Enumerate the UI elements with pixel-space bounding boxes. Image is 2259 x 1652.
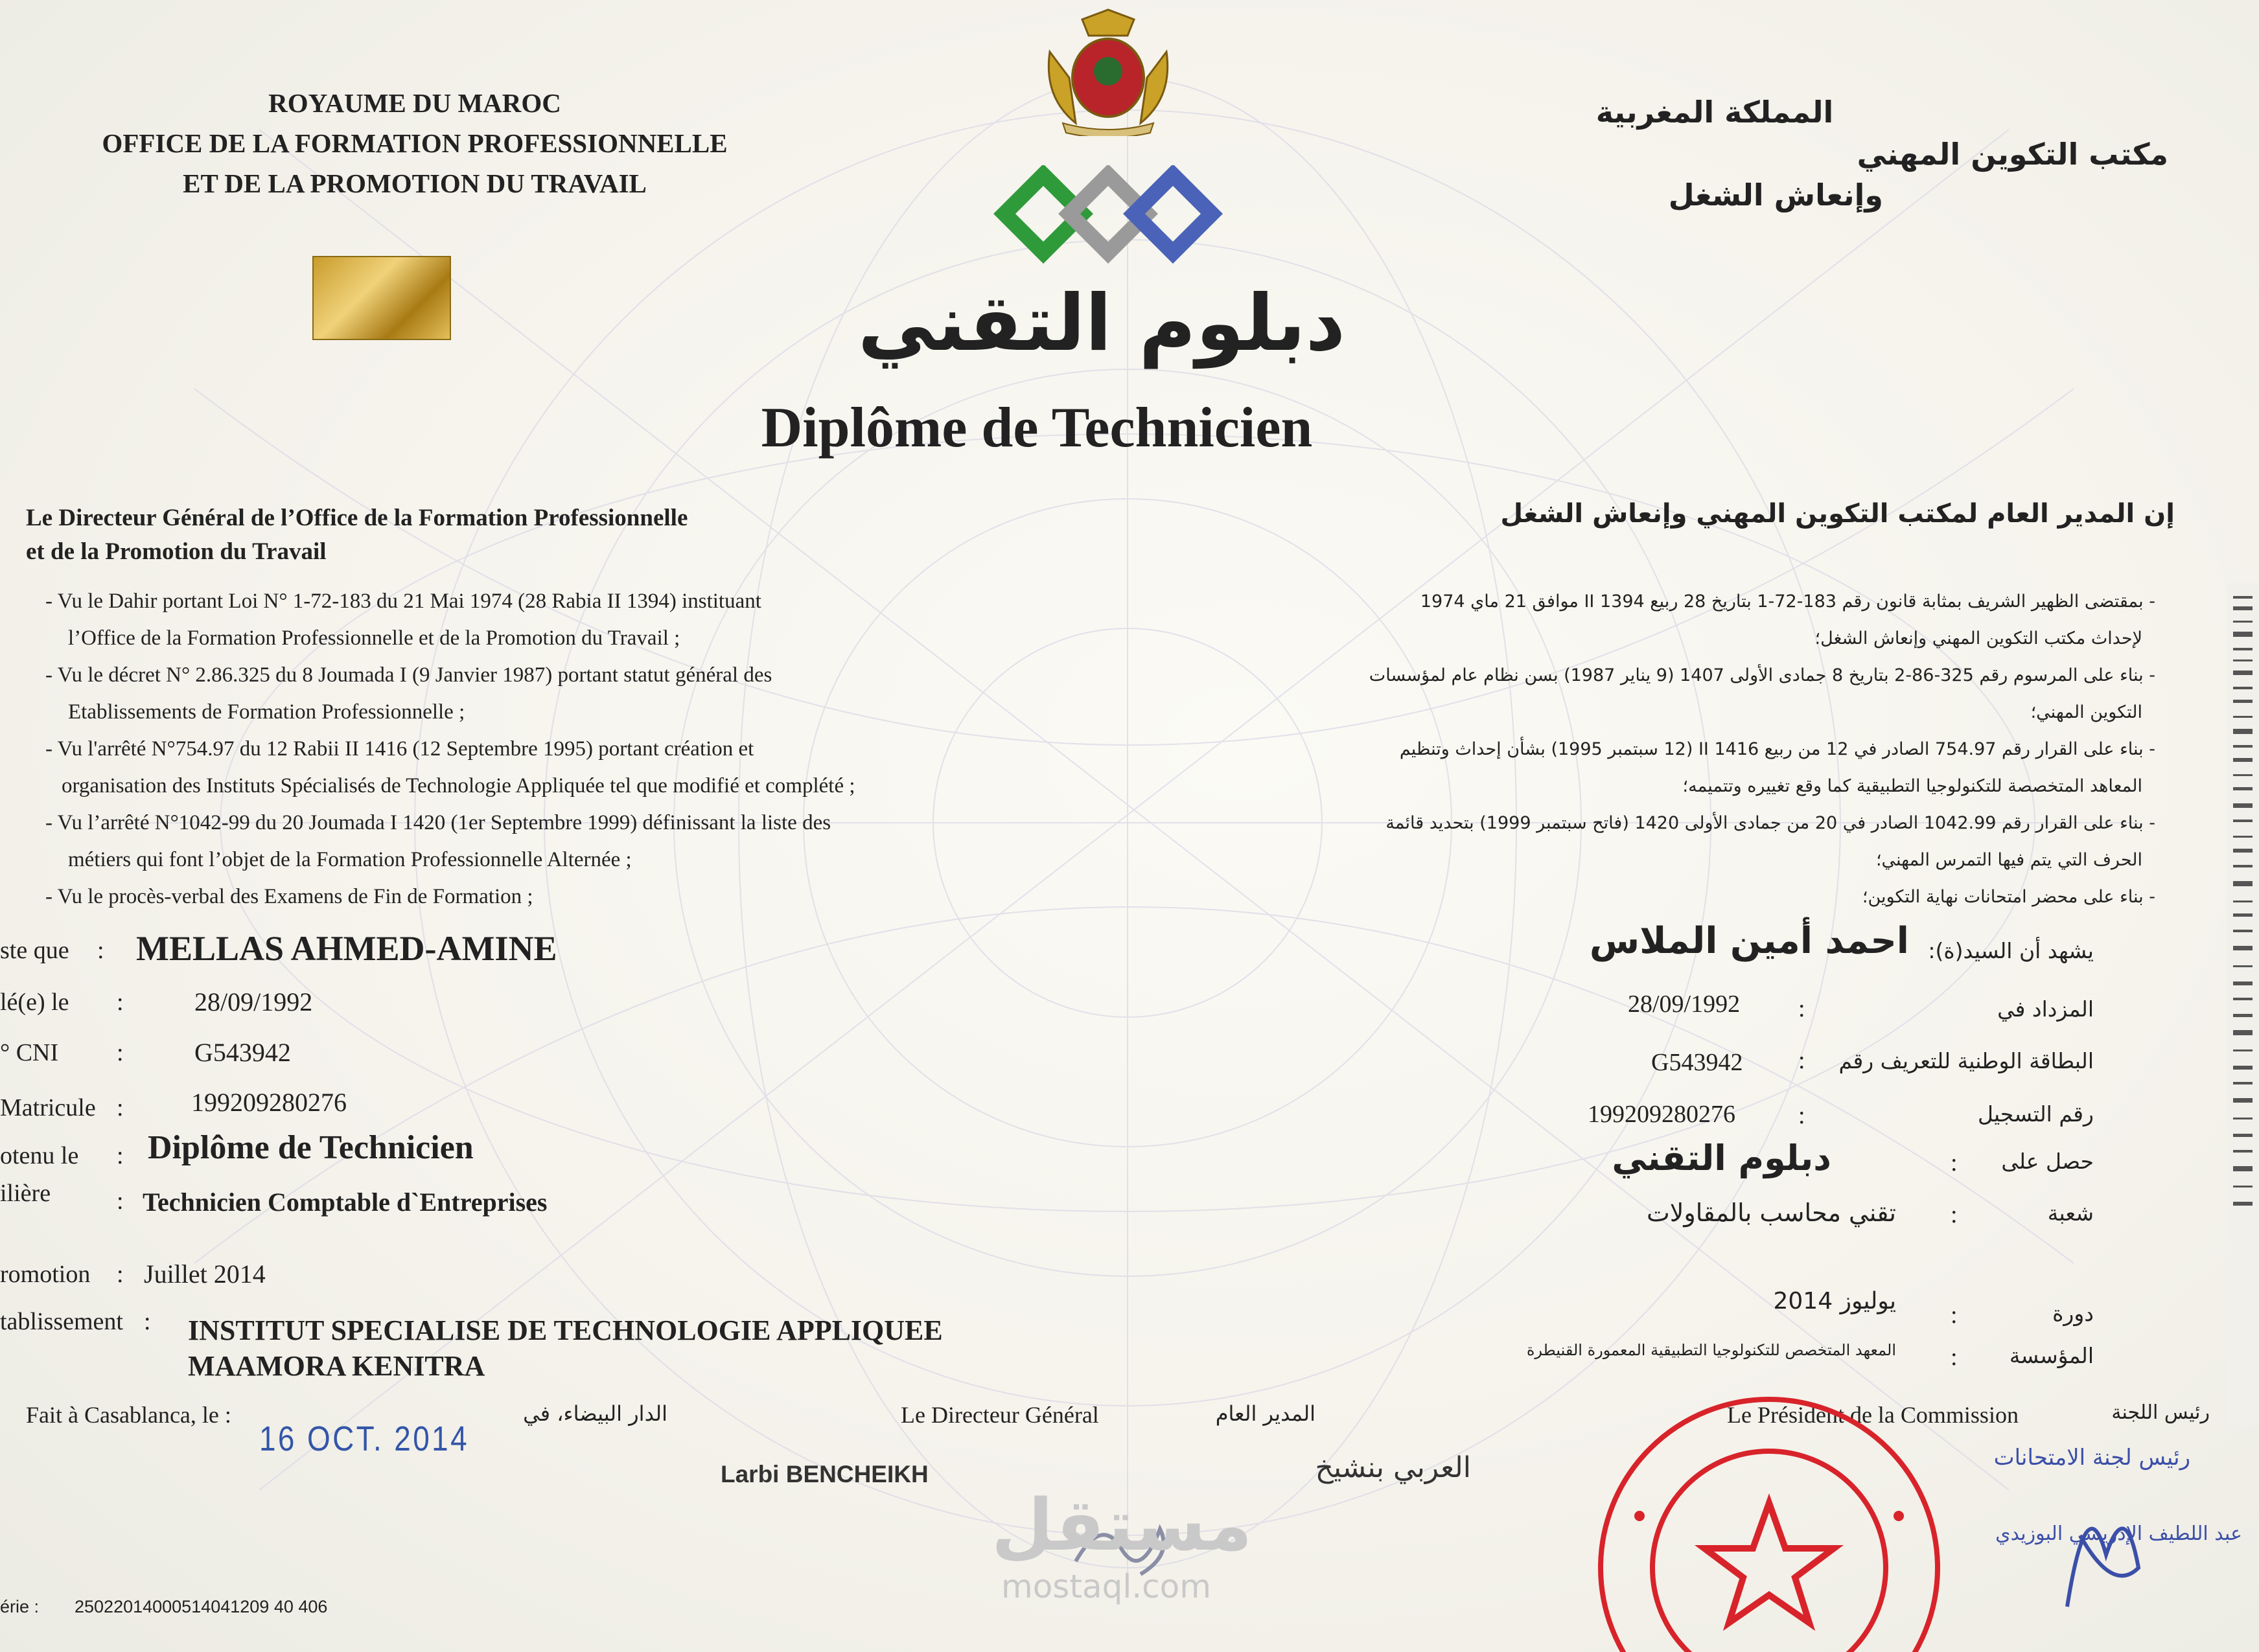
header-fr-line1: ROYAUME DU MAROC (268, 88, 561, 118)
promotion-fr: Juillet 2014 (144, 1259, 266, 1289)
colon: : (1951, 1149, 1958, 1176)
birth-date-fr: 28/09/1992 (194, 987, 313, 1016)
filiere-label-ar: شعبة (2047, 1200, 2094, 1226)
matricule-fr: 199209280276 (191, 1088, 347, 1117)
header-ar-line2: مكتب التكوين المهني (1857, 137, 2168, 172)
promotion-ar: يوليوز 2014 (1773, 1288, 1896, 1314)
hologram-seal (312, 256, 451, 340)
header-ar-line3: وإنعاش الشغل (1668, 178, 1883, 212)
fait-fr: Fait à Casablanca, le : (26, 1402, 231, 1428)
director-ar: إن المدير العام لمكتب التكوين المهني وإنعاش الشغل (1500, 499, 2175, 529)
filiere-label-fr: ilière (0, 1180, 51, 1207)
vu-ar-line9: - بناء على محضر امتحانات نهاية التكوين؛ (1862, 887, 2155, 907)
vu-fr-line2: l’Office de la Formation Professionnelle et de la Promotion du Travail ; (68, 626, 680, 650)
colon: : (97, 937, 104, 964)
holder-name-fr: MELLAS AHMED-AMINE (136, 929, 557, 968)
colon: : (1951, 1201, 1958, 1228)
atteste-label-fr: ste que (0, 937, 69, 964)
handwritten-commission: رئيس لجنة الامتحانات (1993, 1445, 2190, 1471)
colon: : (1951, 1344, 1958, 1371)
vu-ar-line7: - بناء على القرار رقم 1042.99 الصادر في 20 من جمادى الأولى 1420 (فاتح سبتمبر 1999) بتحديد قائمة (1385, 813, 2155, 833)
etab-label-ar: المؤسسة (2009, 1343, 2094, 1368)
colon: : (117, 1142, 124, 1169)
vu-ar-line5: - بناء على القرار رقم 754.97 الصادر في 12 من ربيع II 1416 (12 سبتمبر 1995) بشأن إحداث وتنظيم (1399, 739, 2155, 759)
serie-label: érie : (0, 1597, 40, 1616)
promotion-label-ar: دورة (2052, 1301, 2094, 1326)
vu-ar-line4: التكوين المهني؛ (2030, 702, 2142, 722)
fait-ar: الدار البيضاء، في (523, 1401, 667, 1426)
vu-ar-line6: المعاهد المتخصصة للتكنولوجيا التطبيقية كما وقع تغييره وتتميمه؛ (1682, 776, 2142, 796)
diploma-fr: Diplôme de Technicien (148, 1129, 474, 1166)
colon: : (117, 989, 124, 1016)
handwritten-president-name: عبد اللطيف الإدريسي البوزيدي (1995, 1522, 2242, 1545)
vu-fr-line6: organisation des Instituts Spécialisés de Technologie Appliquée tel que modifié et complété ; (62, 774, 855, 797)
date-stamp: 16 OCT. 2014 (259, 1419, 470, 1458)
watermark-latin: mostaql.com (1001, 1568, 1211, 1605)
matricule-label-fr: Matricule (0, 1094, 96, 1121)
atteste-label-ar: يشهد أن السيد(ة): (1928, 938, 2094, 963)
ofppt-logo (991, 165, 1225, 269)
cni-ar: G543942 (1651, 1049, 1743, 1076)
etab-label-fr: tablissement (0, 1308, 123, 1335)
diploma-ar: دبلوم التقني (1612, 1138, 1831, 1178)
vu-fr-line9: - Vu le procès-verbal des Examens de Fin de Formation ; (45, 885, 533, 908)
president-title-fr: Le Président de la Commission (1727, 1402, 2019, 1428)
cni-label-fr: ° CNI (0, 1039, 59, 1066)
colon: : (144, 1308, 151, 1335)
obtenu-label-fr: otenu le (0, 1142, 79, 1169)
colon: : (117, 1039, 124, 1066)
filiere-fr: Technicien Comptable d`Entreprises (143, 1187, 548, 1217)
obtenu-label-ar: حصل على (2001, 1149, 2094, 1174)
etab-fr-line1: INSTITUT SPECIALISE DE TECHNOLOGIE APPLIQUEE (188, 1314, 943, 1346)
vu-ar-line1: - بمقتضى الظهير الشريف بمثابة قانون رقم 183-72-1 بتاريخ 28 ربيع II 1394 موافق 21 ماي 1974 (1420, 591, 2155, 612)
vu-fr-line3: - Vu le décret N° 2.86.325 du 8 Joumada I (9 Janvier 1987) portant statut général des (45, 663, 772, 687)
president-title-ar: رئيس اللجنة (2111, 1401, 2210, 1424)
holder-name-ar: احمد أمين الملاس (1589, 920, 1909, 962)
president-signature (2041, 1458, 2171, 1620)
cni-label-ar: البطاقة الوطنية للتعريف رقم (1838, 1048, 2094, 1073)
birth-label-ar: المزداد في (1997, 996, 2094, 1022)
colon: : (117, 1261, 124, 1288)
dg-name-fr: Larbi BENCHEIKH (721, 1461, 929, 1487)
matricule-label-ar: رقم التسجيل (1977, 1101, 2094, 1127)
vu-ar-line8: الحرف التي يتم فيها التمرس المهني؛ (1875, 850, 2142, 870)
header-ar-line1: المملكة المغربية (1595, 95, 1834, 130)
promotion-label-fr: romotion (0, 1261, 91, 1288)
header-fr-line3: ET DE LA PROMOTION DU TRAVAIL (183, 168, 647, 198)
colon: : (1798, 995, 1805, 1022)
vu-fr-line7: - Vu l’arrêté N°1042-99 du 20 Joumada I 1420 (1er Septembre 1999) définissant la liste des (45, 811, 831, 834)
vu-fr-line8: métiers qui font l’objet de la Formation Professionnelle Alternée ; (68, 848, 632, 871)
title-ar: دبلوم التقني (857, 279, 1346, 369)
colon: : (1798, 1102, 1805, 1129)
etab-ar: المعهد المتخصص للتكنولوجيا التطبيقية المعمورة القنيطرة (1526, 1341, 1896, 1359)
dg-title-ar: المدير العام (1215, 1401, 1315, 1426)
colon: : (1798, 1047, 1805, 1074)
title-fr: Diplôme de Technicien (761, 396, 1313, 459)
colon: : (1951, 1302, 1958, 1329)
official-red-stamp (1588, 1386, 1951, 1652)
vu-fr-line1: - Vu le Dahir portant Loi N° 1-72-183 du 21 Mai 1974 (28 Rabia II 1394) instituant (45, 590, 761, 613)
etab-fr-line2: MAAMORA KENITRA (188, 1350, 485, 1382)
serie-number: 25022014000514041209 40 406 (75, 1597, 328, 1616)
birth-label-fr: lé(e) le (0, 989, 69, 1016)
edge-barcode (2227, 583, 2259, 1425)
watermark-ar: مستقل (991, 1484, 1253, 1566)
birth-date-ar: 28/09/1992 (1628, 991, 1741, 1018)
colon: : (117, 1094, 124, 1121)
vu-ar-line3: - بناء على المرسوم رقم 325-86-2 بتاريخ 8 جمادى الأولى 1407 (9 يناير 1987) بسن نظام عام لمؤسسات (1369, 665, 2155, 685)
director-fr-line1: Le Directeur Général de l’Office de la Formation Professionnelle (26, 505, 688, 531)
vu-ar-line2: لإحداث مكتب التكوين المهني وإنعاش الشغل؛ (1814, 628, 2142, 648)
dg-title-fr: Le Directeur Général (901, 1402, 1099, 1428)
vu-fr-line5: - Vu l'arrêté N°754.97 du 12 Rabii II 1416 (12 Septembre 1995) portant création et (45, 737, 754, 761)
dg-name-ar: العربي بنشيخ (1315, 1451, 1471, 1484)
vu-fr-line4: Etablissements de Formation Professionnelle ; (68, 700, 465, 724)
matricule-ar: 199209280276 (1588, 1101, 1735, 1128)
cni-fr: G543942 (194, 1038, 291, 1067)
coat-of-arms-emblem (1030, 6, 1186, 136)
header-fr-line2: OFFICE DE LA FORMATION PROFESSIONNELLE (102, 128, 728, 158)
director-fr-line2: et de la Promotion du Travail (26, 538, 327, 565)
filiere-ar: تقني محاسب بالمقاولات (1646, 1199, 1896, 1227)
colon: : (117, 1187, 124, 1215)
